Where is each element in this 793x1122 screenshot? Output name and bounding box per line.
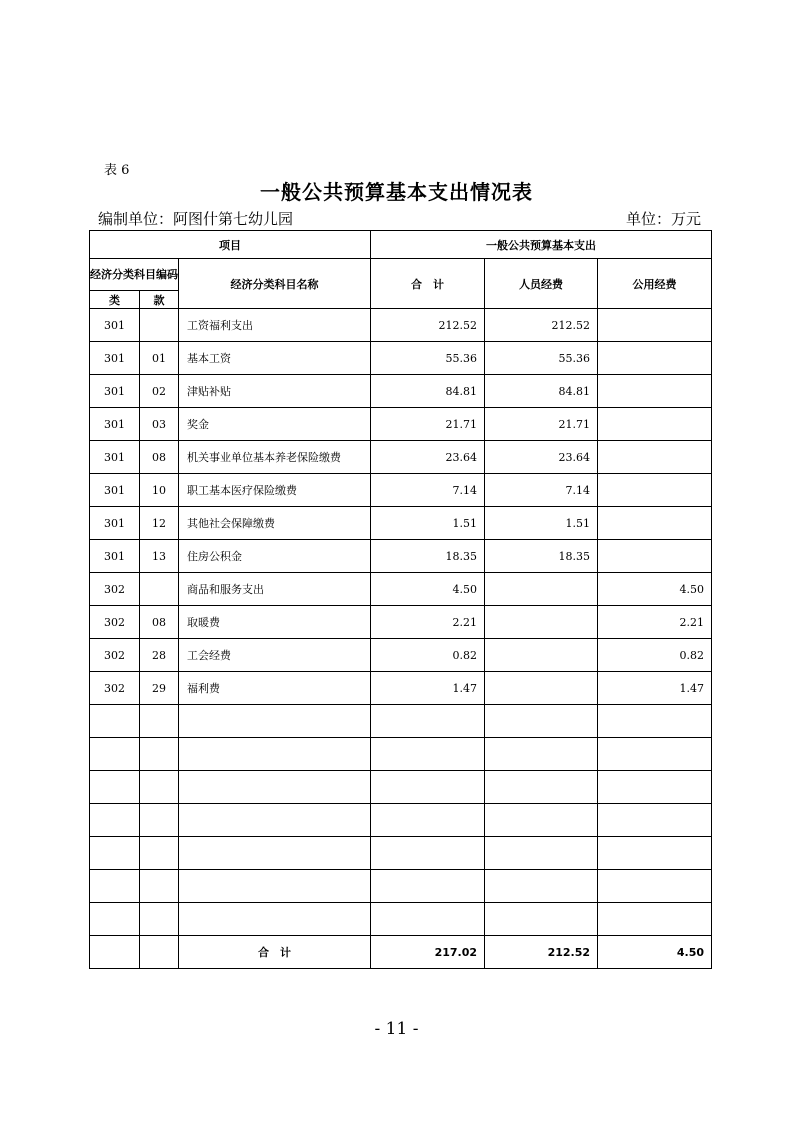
class-cell [90, 738, 140, 771]
public-cell [598, 738, 712, 771]
personnel-cell: 21.71 [485, 408, 598, 441]
total-sum: 217.02 [371, 936, 485, 969]
item-cell: 29 [140, 672, 179, 705]
class-cell: 301 [90, 375, 140, 408]
table-row [90, 870, 712, 903]
name-cell [179, 738, 371, 771]
total-cell: 18.35 [371, 540, 485, 573]
personnel-cell [485, 870, 598, 903]
name-cell: 基本工资 [179, 342, 371, 375]
total-cell [371, 738, 485, 771]
personnel-cell [485, 573, 598, 606]
class-cell: 302 [90, 639, 140, 672]
header-row-mid [90, 259, 712, 291]
item-cell [140, 309, 179, 342]
header-row-top [90, 231, 712, 259]
total-cell: 55.36 [371, 342, 485, 375]
table-row [90, 342, 712, 375]
item-cell: 12 [140, 507, 179, 540]
table-row [90, 804, 712, 837]
public-cell [598, 837, 712, 870]
table-body [90, 309, 712, 936]
personnel-cell [485, 606, 598, 639]
class-cell: 301 [90, 540, 140, 573]
budget-header: 一般公共预算基本支出 [371, 231, 712, 259]
total-cell: 2.21 [371, 606, 485, 639]
public-cell [598, 309, 712, 342]
table-row [90, 705, 712, 738]
name-cell: 其他社会保障缴费 [179, 507, 371, 540]
class-cell [90, 903, 140, 936]
total-cell [371, 903, 485, 936]
personnel-cell: 1.51 [485, 507, 598, 540]
name-cell: 住房公积金 [179, 540, 371, 573]
page-number: - 11 - [374, 1019, 419, 1039]
total-cell [371, 705, 485, 738]
name-cell [179, 837, 371, 870]
class-cell [90, 870, 140, 903]
total-header: 合 计 [371, 259, 485, 309]
name-cell [179, 870, 371, 903]
item-cell: 08 [140, 606, 179, 639]
public-cell [598, 441, 712, 474]
total-cell: 4.50 [371, 573, 485, 606]
class-header: 类 [90, 291, 140, 309]
total-cell: 23.64 [371, 441, 485, 474]
name-cell: 福利费 [179, 672, 371, 705]
personnel-cell: 55.36 [485, 342, 598, 375]
personnel-cell [485, 705, 598, 738]
item-cell: 08 [140, 441, 179, 474]
public-cell [598, 474, 712, 507]
class-cell [90, 705, 140, 738]
class-cell: 302 [90, 606, 140, 639]
public-cell: 4.50 [598, 573, 712, 606]
table-row [90, 441, 712, 474]
total-cell [371, 771, 485, 804]
total-cell [371, 837, 485, 870]
name-cell: 津贴补贴 [179, 375, 371, 408]
organization-label: 编制单位：阿图什第七幼儿园 [98, 210, 294, 228]
total-public: 4.50 [598, 936, 712, 969]
total-cell: 21.71 [371, 408, 485, 441]
class-cell: 301 [90, 408, 140, 441]
total-cell: 7.14 [371, 474, 485, 507]
public-cell: 2.21 [598, 606, 712, 639]
public-cell [598, 342, 712, 375]
name-cell: 工会经费 [179, 639, 371, 672]
personnel-cell [485, 903, 598, 936]
public-cell [598, 507, 712, 540]
name-cell: 取暖费 [179, 606, 371, 639]
name-cell: 工资福利支出 [179, 309, 371, 342]
item-cell [140, 870, 179, 903]
item-cell [140, 771, 179, 804]
table-row [90, 573, 712, 606]
table-row [90, 606, 712, 639]
name-cell: 机关事业单位基本养老保险缴费 [179, 441, 371, 474]
personnel-cell [485, 837, 598, 870]
personnel-header: 人员经费 [485, 259, 598, 309]
total-empty-cell [90, 936, 140, 969]
table-number: 表 6 [104, 163, 130, 178]
name-cell [179, 771, 371, 804]
public-cell [598, 408, 712, 441]
public-cell: 0.82 [598, 639, 712, 672]
class-cell: 302 [90, 573, 140, 606]
item-cell [140, 903, 179, 936]
total-cell [371, 870, 485, 903]
personnel-cell [485, 738, 598, 771]
item-cell: 02 [140, 375, 179, 408]
public-cell [598, 804, 712, 837]
personnel-cell: 7.14 [485, 474, 598, 507]
total-cell: 0.82 [371, 639, 485, 672]
class-cell [90, 837, 140, 870]
table-row [90, 771, 712, 804]
public-header: 公用经费 [598, 259, 712, 309]
personnel-cell: 84.81 [485, 375, 598, 408]
personnel-cell [485, 804, 598, 837]
class-cell: 302 [90, 672, 140, 705]
table-row [90, 507, 712, 540]
code-header: 经济分类科目编码 [90, 259, 179, 291]
class-cell: 301 [90, 507, 140, 540]
public-cell [598, 705, 712, 738]
table-row [90, 408, 712, 441]
table-row [90, 540, 712, 573]
class-cell: 301 [90, 441, 140, 474]
item-cell: 28 [140, 639, 179, 672]
item-cell: 10 [140, 474, 179, 507]
total-cell: 212.52 [371, 309, 485, 342]
item-header: 款 [140, 291, 179, 309]
total-label: 合 计 [179, 936, 371, 969]
public-cell [598, 540, 712, 573]
total-cell: 1.47 [371, 672, 485, 705]
name-cell [179, 705, 371, 738]
class-cell: 301 [90, 309, 140, 342]
total-empty-cell [140, 936, 179, 969]
table-row [90, 903, 712, 936]
total-row [90, 936, 712, 969]
public-cell [598, 375, 712, 408]
table-row [90, 639, 712, 672]
public-cell [598, 870, 712, 903]
total-cell: 84.81 [371, 375, 485, 408]
name-cell [179, 903, 371, 936]
name-cell: 商品和服务支出 [179, 573, 371, 606]
name-header: 经济分类科目名称 [179, 259, 371, 309]
table-row [90, 837, 712, 870]
personnel-cell: 23.64 [485, 441, 598, 474]
personnel-cell [485, 639, 598, 672]
budget-table [89, 230, 712, 969]
class-cell [90, 771, 140, 804]
total-cell: 1.51 [371, 507, 485, 540]
class-cell: 301 [90, 342, 140, 375]
public-cell [598, 903, 712, 936]
item-cell [140, 573, 179, 606]
unit-label: 单位：万元 [625, 210, 701, 228]
personnel-cell: 212.52 [485, 309, 598, 342]
total-personnel: 212.52 [485, 936, 598, 969]
class-cell: 301 [90, 474, 140, 507]
item-cell [140, 738, 179, 771]
table-row [90, 309, 712, 342]
item-cell: 13 [140, 540, 179, 573]
item-cell [140, 705, 179, 738]
item-cell: 01 [140, 342, 179, 375]
item-cell [140, 837, 179, 870]
personnel-cell [485, 672, 598, 705]
document-title: 一般公共预算基本支出情况表 [260, 180, 533, 204]
table-row [90, 375, 712, 408]
class-cell [90, 804, 140, 837]
personnel-cell [485, 771, 598, 804]
item-cell [140, 804, 179, 837]
total-cell [371, 804, 485, 837]
personnel-cell: 18.35 [485, 540, 598, 573]
table-row [90, 474, 712, 507]
project-header: 项目 [90, 231, 371, 259]
public-cell [598, 771, 712, 804]
name-cell: 奖金 [179, 408, 371, 441]
name-cell: 职工基本医疗保险缴费 [179, 474, 371, 507]
item-cell: 03 [140, 408, 179, 441]
table-row [90, 738, 712, 771]
public-cell: 1.47 [598, 672, 712, 705]
table-row [90, 672, 712, 705]
name-cell [179, 804, 371, 837]
